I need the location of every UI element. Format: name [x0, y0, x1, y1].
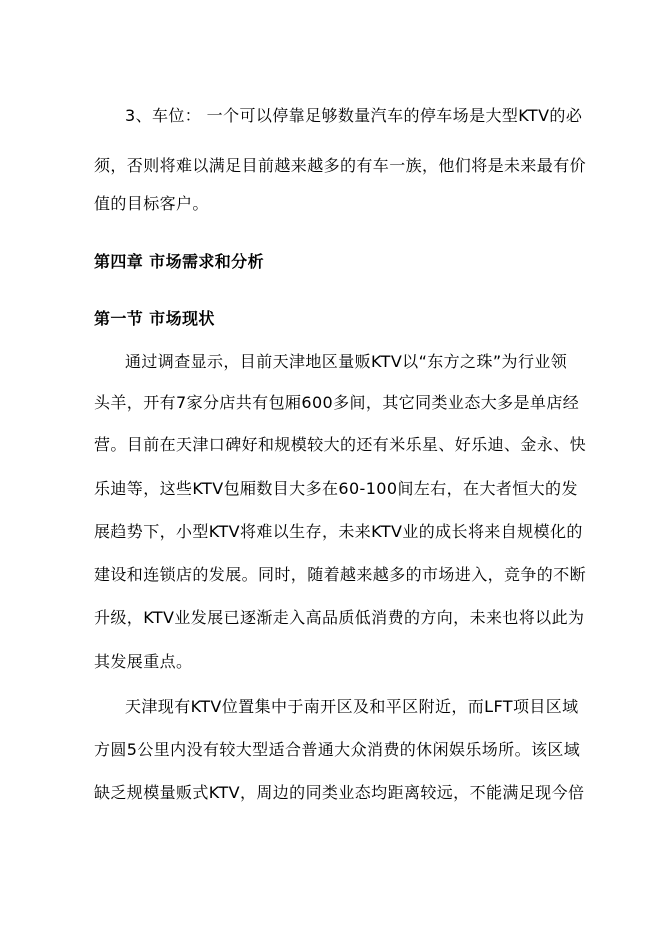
paragraph-parking-line-1: 3、车位： 一个可以停靠足够数量汽车的停车场是大型KTV的必 [125, 106, 583, 125]
paragraph-market-line-8: 其发展重点。 [94, 652, 193, 671]
paragraph-market-line-2: 头羊，开有7家分店共有包厢600多间，其它同类业态大多是单店经 [94, 393, 580, 412]
paragraph-market-line-4: 乐迪等，这些KTV包厢数目大多在60-100间左右，在大者恒大的发 [94, 479, 578, 498]
paragraph-market-line-5: 展趋势下，小型KTV将难以生存，未来KTV业的成长将来自规模化的 [94, 522, 583, 541]
paragraph-parking-line-2: 须，否则将难以满足目前越来越多的有车一族，他们将是未来最有价 [94, 156, 587, 175]
paragraph-location-line-1: 天津现有KTV位置集中于南开区及和平区附近，而LFT项目区域 [125, 697, 579, 716]
paragraph-location-line-3: 缺乏规模量贩式KTV，周边的同类业态均距离较远，不能满足现今倍 [94, 783, 585, 802]
paragraph-market-line-3: 营。目前在天津口碑好和规模较大的还有米乐星、好乐迪、金永、快 [94, 435, 587, 454]
chapter-heading: 第四章 市场需求和分析 [94, 252, 264, 271]
paragraph-parking-line-3: 值的目标客户。 [94, 194, 209, 213]
paragraph-market-line-1: 通过调查显示，目前天津地区量贩KTV以“东方之珠”为行业领 [125, 352, 568, 371]
paragraph-market-line-7: 升级，KTV业发展已逐渐走入高品质低消费的方向，未来也将以此为 [94, 608, 585, 627]
section-heading: 第一节 市场现状 [94, 309, 215, 328]
paragraph-market-line-6: 建设和连锁店的发展。同时，随着越来越多的市场进入，竞争的不断 [94, 565, 587, 584]
paragraph-location-line-2: 方圆5公里内没有较大型适合普通大众消费的休闲娱乐场所。该区域 [94, 740, 581, 759]
